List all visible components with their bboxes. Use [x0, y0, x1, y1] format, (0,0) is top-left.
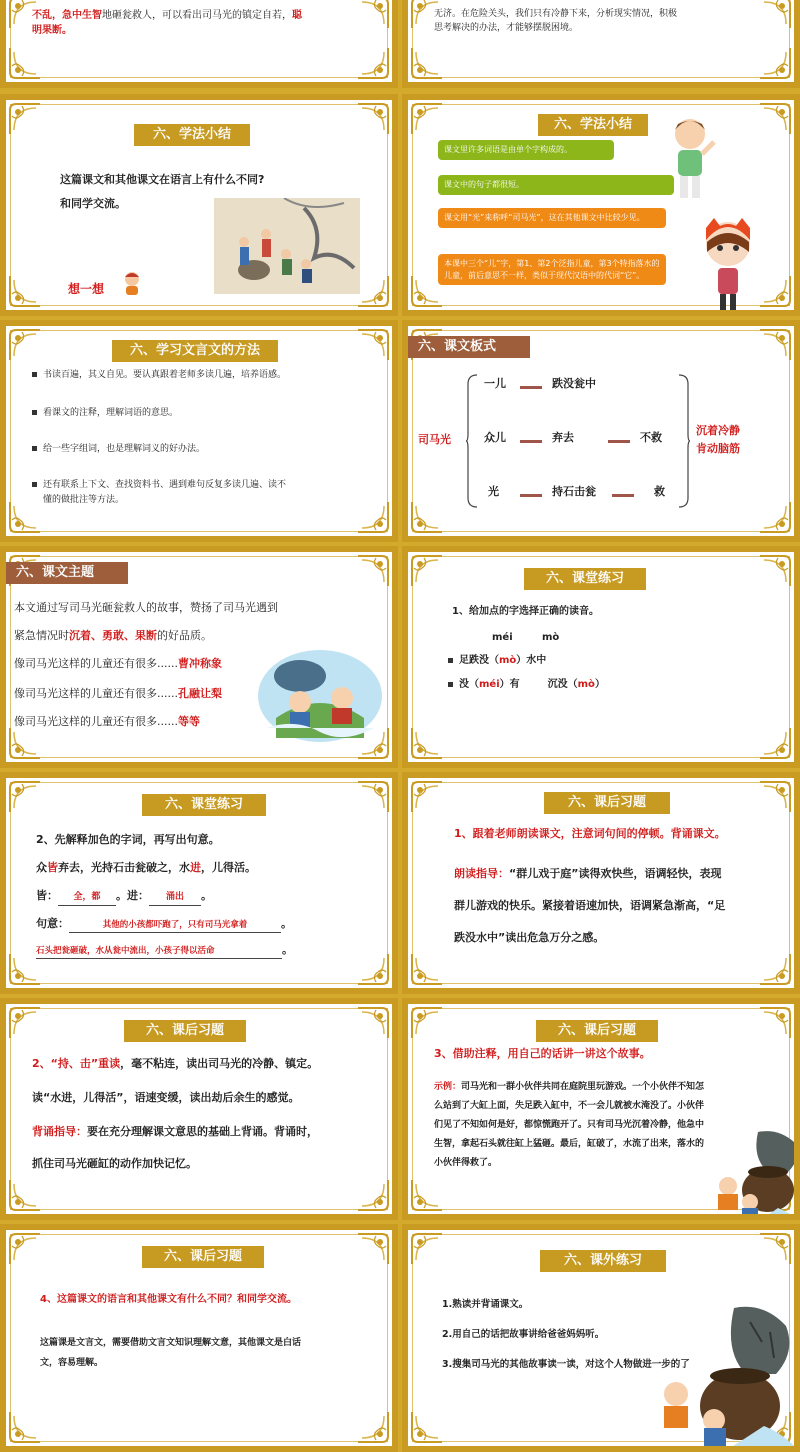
- slide-4: [402, 94, 800, 316]
- slide-title: 六、学法小结: [538, 114, 648, 136]
- theme-line-1: 本文通过写司马光砸瓮救人的故事，赞扬了司马光遇到: [14, 601, 278, 614]
- slide-12: [402, 998, 800, 1220]
- exercise-item-2: 没（méi）有 沉没（mò）: [448, 676, 605, 693]
- question-line-2: 和同学交流。: [60, 197, 126, 210]
- frame-ornament-icon: [356, 0, 390, 30]
- frame-ornament-icon: [410, 102, 444, 136]
- slide-3: [0, 94, 398, 316]
- slide-title: 六、课堂练习: [524, 568, 646, 590]
- exercise-question: 1、跟着老师朗读课文，注意词句间的停顿。背诵课文。: [454, 827, 726, 840]
- slide-title: 六、学习文言文的方法: [112, 340, 278, 362]
- slide-1: [0, 0, 398, 88]
- answer-text: 这篇课是文言文，需要借助文言文知识理解文意，其他课文是白话 文，容易理解。: [40, 1338, 302, 1368]
- frame-ornament-icon: [8, 1232, 42, 1266]
- ancient-painting-image: [214, 198, 360, 294]
- slide-title: 六、课后习题: [536, 1020, 658, 1042]
- slide-9: [0, 772, 398, 994]
- row2-action: 弃去: [552, 431, 574, 444]
- pinyin-option-1: méi: [492, 632, 513, 643]
- story-example: 示例：司马光和一群小伙伴共同在庭院里玩游戏。一个小伙伴不知怎 么站到了大缸上面，失足跌入缸中，不一会儿就被水淹没了。小伙伴 们见了不知如何是好，都惊慌跑开了。只有司马光沉着冷静，他急中 生智，拿起石头就往缸上猛砸。最后，缸破了，水流了出来，落水的 小伙伴得救了。: [434, 1082, 705, 1168]
- row3-action: 持石击瓮: [552, 485, 596, 498]
- frame-ornament-icon: [356, 1006, 390, 1040]
- frame-ornament-icon: [758, 46, 792, 80]
- exercise-question: 4、这篇课文的语言和其他课文有什么不同？和同学交流。: [40, 1294, 297, 1305]
- frame-ornament-icon: [410, 1232, 444, 1266]
- frame-ornament-icon: [8, 1410, 42, 1444]
- slide-title: 六、学法小结: [134, 124, 250, 146]
- summary-box-2: 课文中的句子都很短。: [438, 175, 674, 195]
- frame-ornament-icon: [410, 554, 444, 588]
- reading-tip: 读“水进，儿得活”，语速变缓，读出劫后余生的感觉。: [32, 1091, 300, 1104]
- slide-1-text: 不乱，急中生智地砸瓮救人，可以看出司马光的镇定自若，聪 明果断。: [32, 10, 302, 36]
- frame-ornament-icon: [8, 1006, 42, 1040]
- slide-title: 六、课外练习: [540, 1250, 666, 1272]
- frame-ornament-icon: [758, 0, 792, 30]
- frame-ornament-icon: [356, 780, 390, 814]
- row2-subject: 众儿: [484, 431, 506, 444]
- right-bracket: [678, 374, 690, 508]
- row1-dash: [520, 386, 542, 389]
- word-explanations: 皆： 全，都 。进： 涌出 。: [36, 888, 212, 906]
- think-label: 想一想: [68, 282, 105, 296]
- slide-13: [0, 1224, 398, 1452]
- slide-title: 六、课堂练习: [142, 794, 266, 816]
- example-2: 像司马光这样的儿童还有很多......孔融让梨: [14, 687, 222, 700]
- slide-14: [402, 1224, 800, 1452]
- slide-2: [402, 0, 800, 88]
- homework-1: 1.熟读并背诵课文。: [442, 1299, 529, 1310]
- frame-ornament-icon: [758, 1232, 792, 1266]
- example-1: 像司马光这样的儿童还有很多......曹冲称象: [14, 657, 222, 670]
- boy-cartoon-image: [664, 114, 716, 204]
- frame-ornament-icon: [356, 554, 390, 588]
- frame-ornament-icon: [758, 102, 792, 136]
- slide-title: 六、课文板式: [408, 336, 530, 358]
- frame-ornament-icon: [356, 46, 390, 80]
- frame-ornament-icon: [410, 952, 444, 986]
- slide-title: 六、课后习题: [124, 1020, 246, 1042]
- breaking-jar-cartoon-image: [256, 648, 384, 744]
- slide-2-text: 无济。在危险关头，我们只有冷静下来，分析现实情况，积极 思考解决的办法，才能够摆脱困境。: [434, 9, 678, 33]
- method-bullet-2: 看课文的注释，理解词语的意思。: [32, 406, 178, 421]
- exercise-question: 2、“持、击”重读，毫不粘连，读出司马光的冷静、镇定。: [32, 1057, 319, 1070]
- recite-guide-1: 背诵指导：要在充分理解课文意思的基础上背诵。背诵时，: [32, 1125, 318, 1138]
- frame-ornament-icon: [8, 328, 42, 362]
- row2-dash-2: [608, 440, 630, 443]
- homework-2: 2.用自己的话把故事讲给爸爸妈妈听。: [442, 1329, 605, 1340]
- frame-ornament-icon: [758, 1006, 792, 1040]
- frame-ornament-icon: [758, 328, 792, 362]
- frame-ornament-icon: [8, 46, 42, 80]
- frame-ornament-icon: [356, 1410, 390, 1444]
- slide-8: [402, 546, 800, 768]
- frame-ornament-icon: [356, 500, 390, 534]
- frame-ornament-icon: [356, 102, 390, 136]
- sentence-meaning-2: 石头把瓮砸破，水从瓮中流出，小孩子得以活命 。: [36, 942, 293, 959]
- frame-ornament-icon: [410, 726, 444, 760]
- girl-cartoon-image: [698, 212, 758, 316]
- method-bullet-3: 给一些字组词，也是理解词义的好办法。: [32, 442, 205, 457]
- frame-ornament-icon: [410, 780, 444, 814]
- exercise-question: 2、先解释加色的字词，再写出句意。: [36, 833, 220, 846]
- sentence-meaning-1: 句意： 其他的小孩都吓跑了，只有司马光拿着 。: [36, 916, 292, 933]
- question-line-1: 这篇课文和其他课文在语言上有什么不同?: [60, 173, 265, 186]
- source-sentence: 众皆弃去，光持石击瓮破之，水进，儿得活。: [36, 861, 256, 874]
- homework-3: 3.搜集司马光的其他故事读一读，对这个人物做进一步的了: [442, 1359, 690, 1370]
- reading-guide-3: 跌没水中”读出危急万分之感。: [454, 931, 605, 944]
- frame-ornament-icon: [410, 1410, 444, 1444]
- summary-box-4: 本课中三个“儿”字，第1、第2个泛指儿童，第3个特指落水的儿童，前后意思不一样，类似于现代汉语中的代词“它”。: [438, 254, 666, 285]
- reading-guide-1: 朗读指导：“群儿戏于庭”读得欢快些，语调轻快，表现: [454, 867, 722, 880]
- exercise-question: 1、给加点的字选择正确的读音。: [452, 606, 599, 617]
- row3-subject: 光: [488, 485, 499, 498]
- row1-subject: 一儿: [484, 377, 506, 390]
- pinyin-option-2: mò: [542, 632, 560, 643]
- slide-5: [0, 320, 398, 542]
- board-center: 司马光: [418, 433, 451, 446]
- slide-title: 六、课后习题: [544, 792, 670, 814]
- jar-scene-cartoon-image: [698, 1128, 800, 1220]
- thinking-child-icon: [118, 268, 146, 296]
- method-bullet-4: 还有联系上下文、查找资料书、遇到难句反复多读几遍、读不 懂的做批注等方法。: [32, 478, 286, 509]
- summary-box-1: 课文里许多词语是由单个字构成的。: [438, 140, 614, 160]
- frame-ornament-icon: [8, 274, 42, 308]
- frame-ornament-icon: [356, 952, 390, 986]
- slide-11: [0, 998, 398, 1220]
- exercise-question: 3、借助注释，用自己的话讲一讲这个故事。: [434, 1047, 651, 1060]
- row2-result: 不救: [640, 431, 662, 444]
- theme-line-2: 紧急情况时沉着、勇敢、果断的好品质。: [14, 629, 212, 642]
- frame-ornament-icon: [410, 1178, 444, 1212]
- frame-ornament-icon: [410, 500, 444, 534]
- recite-guide-2: 抓住司马光砸缸的动作加快记忆。: [32, 1157, 197, 1170]
- board-conclusion: 沉着冷静 肯动脑筋: [696, 424, 740, 455]
- slide-title: 六、课后习题: [142, 1246, 264, 1268]
- exercise-item-1: 足跌没（mò）水中: [448, 652, 546, 669]
- row3-result: 救: [654, 485, 665, 498]
- row3-dash-2: [612, 494, 634, 497]
- row1-action: 跌没瓮中: [552, 377, 596, 390]
- frame-ornament-icon: [410, 46, 444, 80]
- frame-ornament-icon: [410, 1006, 444, 1040]
- row3-dash: [520, 494, 542, 497]
- frame-ornament-icon: [758, 726, 792, 760]
- frame-ornament-icon: [758, 554, 792, 588]
- frame-ornament-icon: [356, 1178, 390, 1212]
- jar-scene-cartoon-image: [634, 1302, 800, 1452]
- frame-ornament-icon: [8, 726, 42, 760]
- summary-box-3: 课文用“光”来称呼“司马光”，这在其他课文中比较少见。: [438, 208, 666, 228]
- frame-ornament-icon: [356, 1232, 390, 1266]
- example-3: 像司马光这样的儿童还有很多......等等: [14, 715, 200, 728]
- slide-7: [0, 546, 398, 768]
- frame-ornament-icon: [758, 274, 792, 308]
- frame-ornament-icon: [8, 780, 42, 814]
- slide-title: 六、课文主题: [6, 562, 128, 584]
- frame-ornament-icon: [8, 1178, 42, 1212]
- left-bracket: [466, 374, 478, 508]
- frame-ornament-icon: [356, 274, 390, 308]
- frame-ornament-icon: [758, 500, 792, 534]
- reading-guide-2: 群儿游戏的快乐。紧接着语速加快，语调紧急渐高，“足: [454, 899, 726, 912]
- frame-ornament-icon: [758, 780, 792, 814]
- slide-10: [402, 772, 800, 994]
- method-bullet-1: 书读百遍，其义自见。要认真跟着老师多读几遍，培养语感。: [32, 368, 286, 383]
- frame-ornament-icon: [758, 952, 792, 986]
- frame-ornament-icon: [356, 328, 390, 362]
- slide-6: [402, 320, 800, 542]
- frame-ornament-icon: [8, 102, 42, 136]
- row2-dash: [520, 440, 542, 443]
